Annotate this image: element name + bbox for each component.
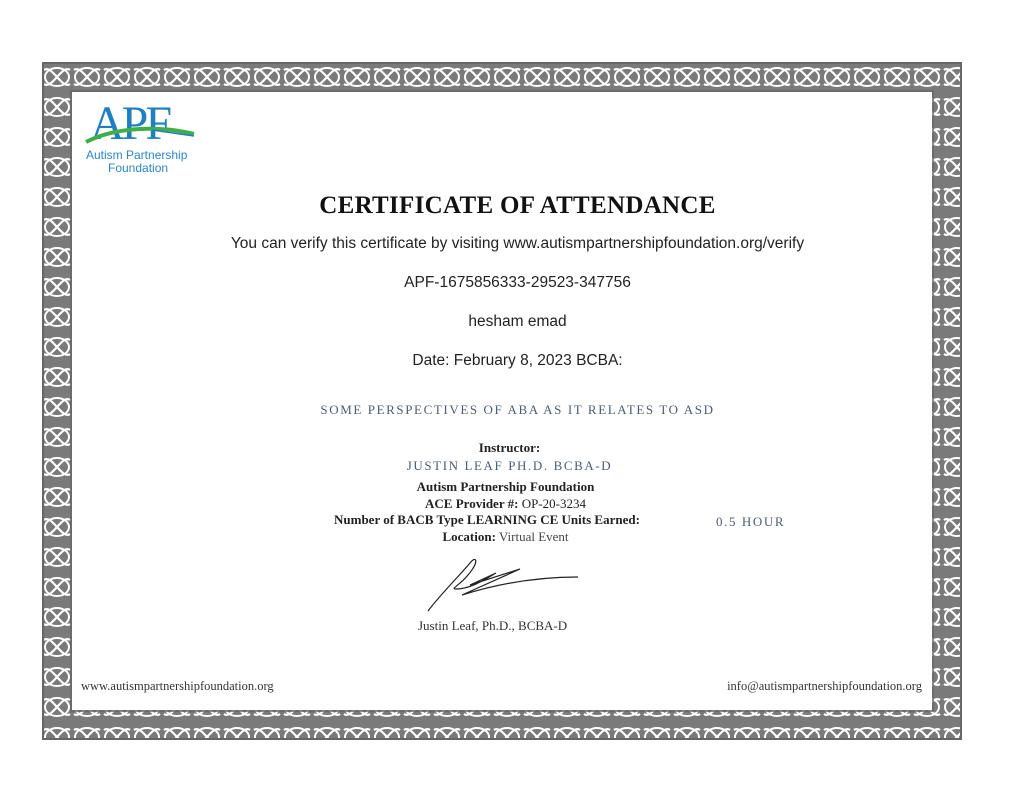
- logo-swoosh-icon: [82, 120, 202, 150]
- ace-provider: [0, 496, 1023, 512]
- verify-text: You can verify this certificate by visiting www.autismpartnershipfoundation.org/verify: [230, 235, 805, 252]
- location-value: Virtual Event: [498, 529, 569, 544]
- certificate-id: APF-1675856333-29523-347756: [404, 274, 631, 291]
- instructor-name: JUSTIN LEAF PH.D. BCBA-D: [406, 458, 613, 473]
- ace-label: ACE Provider #:: [425, 496, 519, 511]
- ace-value: OP-20-3234: [521, 496, 586, 511]
- signature-name: Justin Leaf, Ph.D., BCBA-D: [418, 618, 568, 633]
- location-label: Location:: [442, 529, 496, 544]
- signature-icon: [420, 555, 585, 615]
- recipient-name: hesham emad: [468, 313, 567, 330]
- units-value: 0.5 HOUR: [716, 514, 786, 529]
- apf-logo: [82, 97, 202, 175]
- course-title: SOME PERSPECTIVES OF ABA AS IT RELATES TO ASD: [320, 402, 715, 417]
- footer-website[interactable]: www.autismpartnershipfoundation.org: [81, 679, 274, 693]
- logo-name-line1: Autism Partnership: [86, 148, 188, 162]
- footer-email[interactable]: info@autismpartnershipfoundation.org: [727, 679, 922, 693]
- date-line: Date: February 8, 2023 BCBA:: [412, 352, 623, 369]
- instructor-label: Instructor:: [478, 440, 541, 455]
- logo-name-line2: Foundation: [108, 161, 169, 175]
- location: [0, 529, 1023, 545]
- certificate-title: CERTIFICATE OF ATTENDANCE: [319, 192, 716, 219]
- units-label: Number of BACB Type LEARNING CE Units Earned:: [334, 512, 640, 527]
- logo-mark: APF: [90, 97, 170, 150]
- organization: Autism Partnership Foundation: [416, 479, 595, 494]
